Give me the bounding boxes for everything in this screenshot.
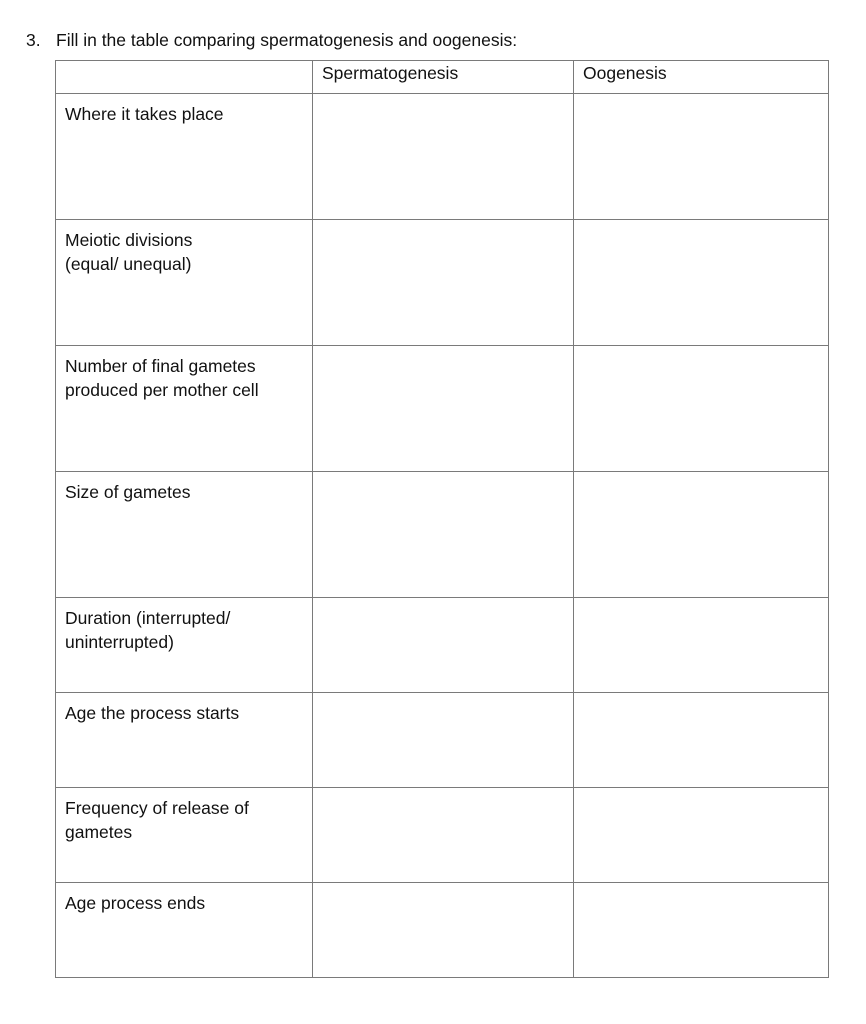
row-label-age-ends: Age process ends [56,883,313,978]
table-row [56,693,829,788]
row-label-meiotic-divisions: Meiotic divisions (equal/ unequal) [56,220,313,346]
answer-cell-spermatogenesis[interactable] [313,883,574,978]
table-row [56,598,829,693]
answer-cell-oogenesis[interactable] [574,693,829,788]
header-empty-cell [56,61,313,94]
table-row [56,346,829,472]
answer-cell-spermatogenesis[interactable] [313,346,574,472]
answer-cell-oogenesis[interactable] [574,788,829,883]
row-label-age-starts: Age the process starts [56,693,313,788]
table-row [56,472,829,598]
answer-cell-oogenesis[interactable] [574,220,829,346]
comparison-table [55,60,829,978]
answer-cell-oogenesis[interactable] [574,472,829,598]
answer-cell-spermatogenesis[interactable] [313,220,574,346]
row-label-size-of-gametes: Size of gametes [56,472,313,598]
header-oogenesis: Oogenesis [574,61,829,94]
table-row [56,788,829,883]
row-label-frequency-of-release: Frequency of release of gametes [56,788,313,883]
answer-cell-spermatogenesis[interactable] [313,472,574,598]
answer-cell-oogenesis[interactable] [574,598,829,693]
answer-cell-oogenesis[interactable] [574,346,829,472]
answer-cell-spermatogenesis[interactable] [313,788,574,883]
header-spermatogenesis: Spermatogenesis [313,61,574,94]
answer-cell-oogenesis[interactable] [574,94,829,220]
row-label-where: Where it takes place [56,94,313,220]
table-row [56,883,829,978]
answer-cell-oogenesis[interactable] [574,883,829,978]
row-label-number-of-gametes: Number of final gametes produced per mother cell [56,346,313,472]
answer-cell-spermatogenesis[interactable] [313,693,574,788]
table-row [56,220,829,346]
table-header-row [56,61,829,94]
answer-cell-spermatogenesis[interactable] [313,598,574,693]
question-number: 3. [26,30,41,50]
row-label-duration: Duration (interrupted/ uninterrupted) [56,598,313,693]
table-row [56,94,829,220]
answer-cell-spermatogenesis[interactable] [313,94,574,220]
question-text: Fill in the table comparing spermatogenesis and oogenesis: [56,30,518,50]
question-prompt [26,30,517,51]
